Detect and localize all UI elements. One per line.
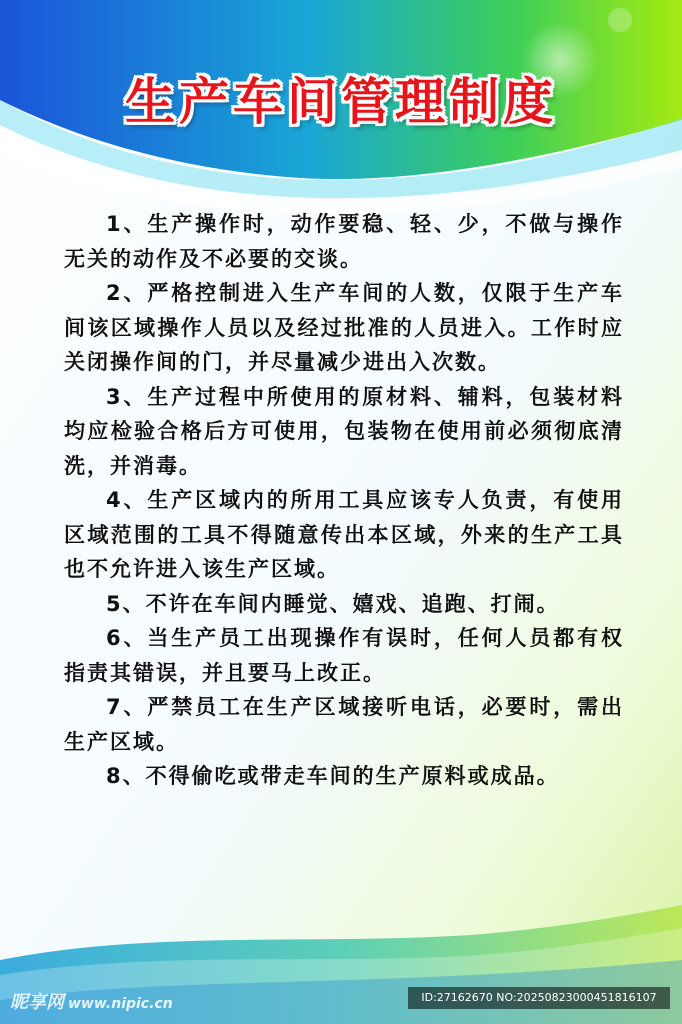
rule-item: 3、生产过程中所使用的原材料、辅料，包装材料均应检验合格后方可使用，包装物在使用前必须彻底清洗，并消毒。	[64, 384, 624, 478]
image-id-bar: ID:27162670 NO:20250823000451816107	[408, 987, 670, 1009]
rule-item: 7、严禁员工在生产区域接听电话，必要时，需出生产区域。	[64, 695, 624, 754]
site-watermark	[10, 988, 173, 1014]
rule-item: 2、严格控制进入生产车间的人数，仅限于生产车间该区域操作人员以及经过批准的人员进入。工作时应关闭操作间的门，并尽量减少进出入次数。	[64, 281, 624, 374]
rule-item: 6、当生产员工出现操作有误时，任何人员都有权指责其错误，并且要马上改正。	[64, 626, 624, 685]
rule-item: 8、不得偷吃或带走车间的生产原料或成品。	[106, 764, 560, 788]
rule-item: 4、生产区域内的所用工具应该专人负责，有使用区域范围的工具不得随意传出本区域，外来的生产工具也不允许进入该生产区域。	[64, 488, 624, 581]
watermark-url: www.nipic.cn	[68, 996, 173, 1012]
watermark-brand: 昵享网	[10, 992, 64, 1013]
rule-item: 1、生产操作时，动作要稳、轻、少，不做与操作无关的动作及不必要的交谈。	[64, 212, 624, 271]
rules-list	[64, 207, 624, 794]
rule-item: 5、不许在车间内睡觉、嬉戏、追跑、打闹。	[106, 591, 560, 616]
page-title: 生产车间管理制度	[125, 73, 557, 131]
